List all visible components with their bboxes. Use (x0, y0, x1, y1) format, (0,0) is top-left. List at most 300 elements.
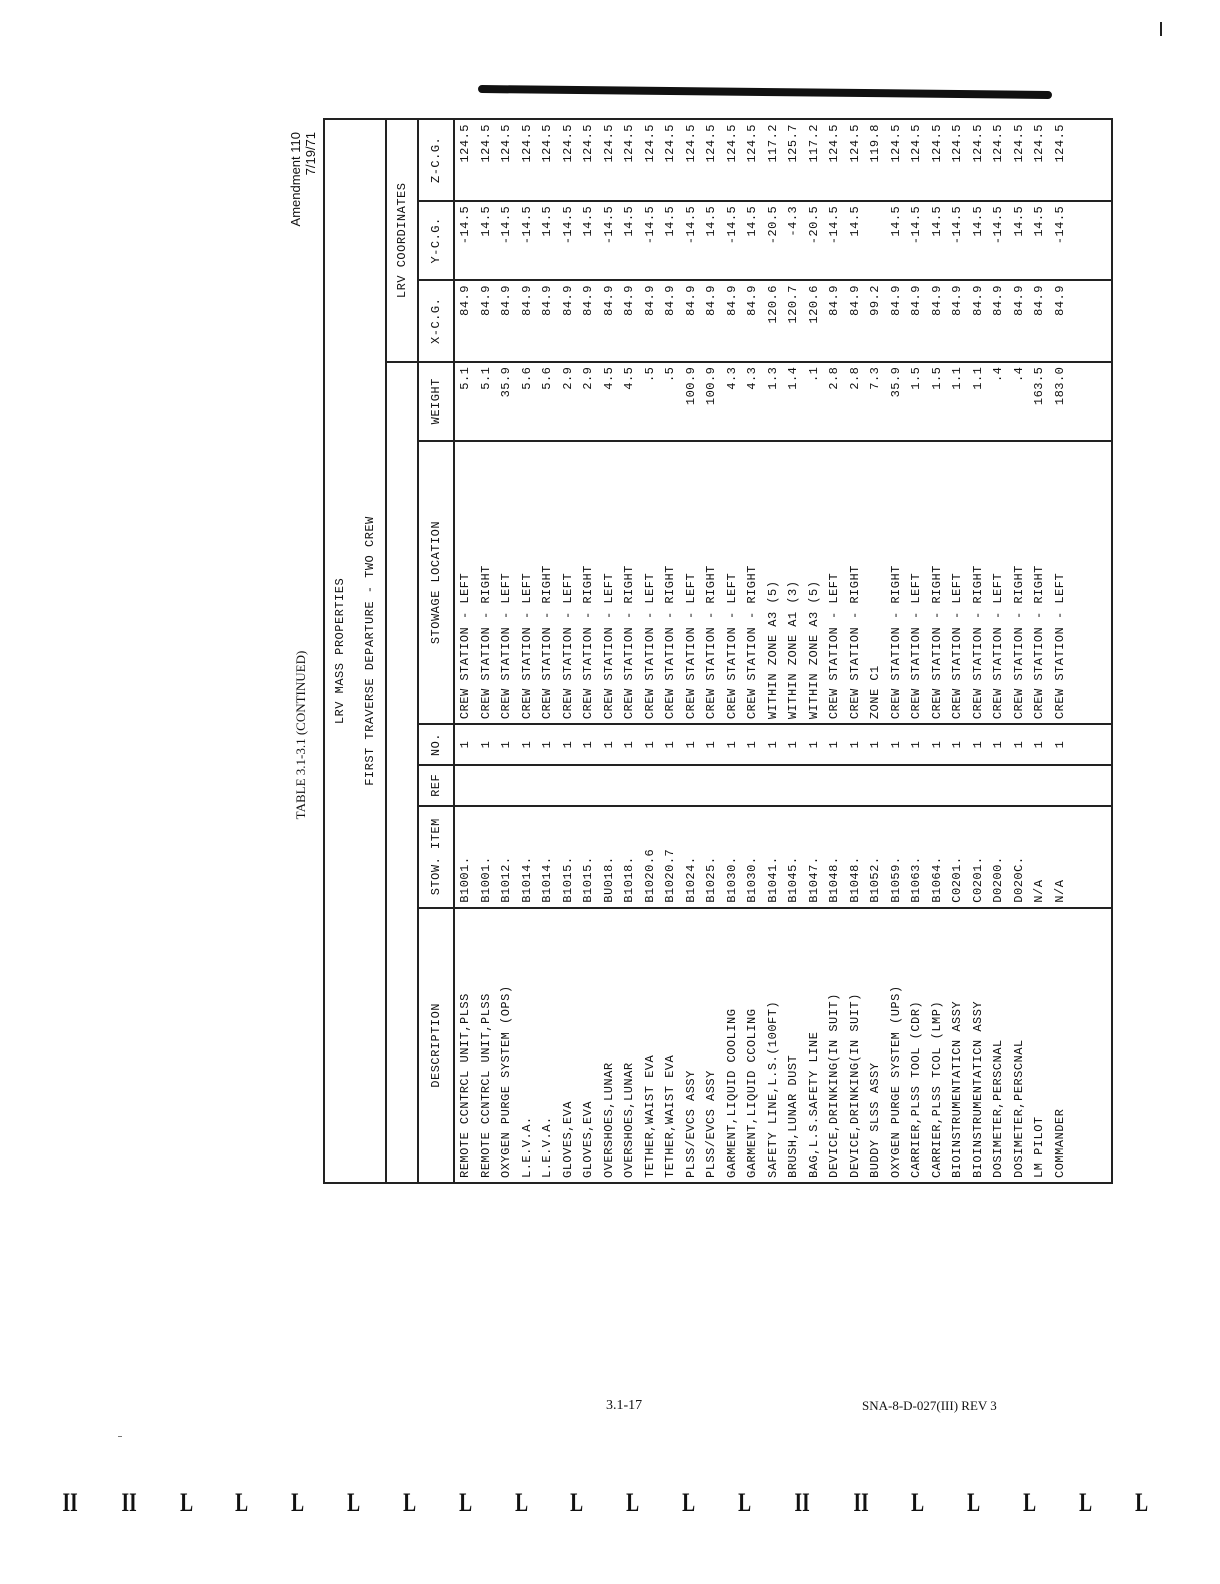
cell-no: 1 (745, 740, 759, 749)
cell-z-cg: 124.5 (704, 124, 718, 163)
cell-stow-item: D020C. (1011, 856, 1026, 903)
cell-description: BRUSH,LUNAR DUST (786, 1054, 800, 1178)
column-header-weight: WEIGHT (418, 362, 454, 441)
cell-stow-item: B1052. (868, 856, 882, 903)
cell-ref (1050, 770, 1071, 801)
document-id: SNA-8-D-027(III) REV 3 (862, 1398, 997, 1413)
cell-stow-item: C0201. (970, 856, 985, 903)
cell-weight: .5 (642, 366, 657, 383)
cell-stowage-location: CREW STATION - LEFT (601, 572, 616, 720)
cell-x-cg: 99.2 (868, 285, 882, 316)
column-weight (454, 362, 1112, 441)
cell-x-cg: 84.9 (991, 285, 1005, 316)
cell-stow-item: B1012. (499, 856, 513, 903)
cell-stow-item: N/A (1032, 879, 1046, 903)
cell-no: 1 (888, 740, 903, 749)
cell-ref (865, 770, 886, 801)
cell-x-cg: 120.6 (806, 285, 821, 324)
cell-description: DOSIMETER,PERSCNAL (991, 1039, 1005, 1178)
cell-ref (619, 770, 640, 801)
cell-stowage-location: CREW STATION - RIGHT (581, 565, 595, 720)
cell-description: CARRIER,PLSS TOOL (CDR) (909, 1000, 923, 1178)
cell-y-cg: -14.5 (519, 205, 534, 245)
cell-z-cg: 124.5 (540, 124, 554, 163)
scan-artifact-dot (118, 1436, 122, 1437)
cell-weight: 183.0 (1052, 366, 1067, 406)
table-title: LRV MASS PROPERTIES (324, 119, 355, 1183)
cell-no: 1 (970, 740, 985, 749)
cell-z-cg: 124.5 (1032, 124, 1046, 163)
cell-stow-item: B1025. (704, 856, 718, 903)
column-stow-item (454, 806, 1112, 908)
cell-stowage-location: CREW STATION - RIGHT (1032, 565, 1046, 720)
cell-x-cg: 84.9 (601, 285, 616, 316)
cell-ref (681, 770, 702, 801)
cell-stowage-location: CREW STATION - LEFT (950, 572, 964, 720)
cell-stow-item: B1014. (519, 856, 534, 903)
column-ref (454, 765, 1112, 806)
cell-y-cg: 14.5 (929, 205, 944, 237)
cell-y-cg: 14.5 (663, 205, 677, 237)
cell-z-cg: 124.5 (970, 124, 985, 163)
cell-ref (517, 770, 538, 801)
cell-stow-item: B1024. (683, 856, 698, 903)
edge-mark: L (682, 1488, 696, 1517)
cell-stowage-location: CREW STATION - LEFT (458, 572, 472, 720)
cell-ref (968, 770, 989, 801)
column-header-row (418, 119, 454, 1183)
cell-ref (906, 770, 927, 801)
cell-z-cg: 124.5 (991, 124, 1005, 163)
cell-x-cg: 120.7 (786, 285, 800, 324)
cell-x-cg: 84.9 (683, 285, 698, 316)
cell-x-cg: 84.9 (642, 285, 657, 316)
cell-x-cg: 84.9 (970, 285, 985, 316)
cell-description: BIOINSTRUMENTATICN ASSY (950, 1000, 964, 1178)
cell-y-cg: 14.5 (581, 205, 595, 237)
cell-ref (742, 770, 763, 801)
cell-y-cg: 14.5 (622, 205, 636, 237)
edge-mark: II (853, 1488, 869, 1517)
cell-y-cg: 14.5 (478, 205, 493, 237)
cell-y-cg: -14.5 (499, 205, 513, 245)
edge-mark: L (967, 1488, 981, 1517)
cell-stowage-location: CREW STATION - RIGHT (478, 565, 493, 720)
column-header-z-cg: Z-C.G. (418, 119, 454, 201)
cell-stow-item: B1030. (724, 856, 739, 903)
cell-x-cg: 84.9 (540, 285, 554, 316)
cell-y-cg: -14.5 (950, 205, 964, 245)
cell-ref (578, 770, 599, 801)
column-y-cg (454, 201, 1112, 280)
cell-description: GARMENT,LIQUID CCOLING (745, 1008, 759, 1178)
edge-marks (60, 1488, 1150, 1518)
cell-x-cg: 84.9 (745, 285, 759, 316)
column-header-no: NO. (418, 724, 454, 765)
edge-mark: L (347, 1488, 361, 1517)
cell-weight: 1.5 (929, 366, 944, 390)
cell-z-cg: 124.5 (929, 124, 944, 163)
group-spacer (386, 362, 418, 1183)
cell-no: 1 (847, 740, 862, 749)
cell-weight: 5.6 (540, 366, 554, 390)
cell-no: 1 (1052, 740, 1067, 749)
cell-stowage-location: CREW STATION - RIGHT (970, 565, 985, 720)
cell-description: OXYGEN PURGE SYSTEM (UPS) (888, 985, 903, 1178)
cell-x-cg: 84.9 (560, 285, 575, 316)
cell-y-cg: 14.5 (1032, 205, 1046, 237)
cell-description: DEVICE,DRINKING(IN SUIT) (847, 993, 862, 1178)
cell-x-cg: 84.9 (929, 285, 944, 316)
cell-stow-item: B1015. (581, 856, 595, 903)
cell-weight: .4 (1011, 366, 1026, 383)
cell-x-cg: 84.9 (519, 285, 534, 316)
cell-description: DEVICE,DRINKING(IN SUIT) (827, 993, 841, 1178)
cell-no: 1 (1032, 740, 1046, 749)
cell-stowage-location: CREW STATION - RIGHT (622, 565, 636, 720)
cell-z-cg: 124.5 (560, 124, 575, 163)
column-description (454, 908, 1112, 1183)
cell-ref (927, 770, 948, 801)
cell-ref (701, 770, 722, 801)
cell-description: L.E.V.A. (519, 1116, 534, 1178)
cell-weight: 4.3 (724, 366, 739, 390)
cell-ref (988, 770, 1009, 801)
cell-description: PLSS/EVCS ASSY (704, 1070, 718, 1178)
column-header-stow-item: STOW. ITEM (418, 806, 454, 908)
cell-weight: 163.5 (1032, 366, 1046, 406)
cell-x-cg: 120.6 (765, 285, 780, 324)
cell-weight: 2.9 (581, 366, 595, 390)
cell-z-cg: 124.5 (1011, 124, 1026, 163)
column-header-description: DESCRIPTION (418, 908, 454, 1183)
cell-weight: 35.9 (499, 366, 513, 398)
cell-weight: .5 (663, 366, 677, 383)
cell-ref (804, 770, 825, 801)
cell-no: 1 (683, 740, 698, 749)
cell-weight: 1.3 (765, 366, 780, 390)
cell-no: 1 (519, 740, 534, 749)
cell-no: 1 (560, 740, 575, 749)
cell-ref (763, 770, 784, 801)
cell-stowage-location: CREW STATION - LEFT (991, 572, 1005, 720)
cell-y-cg: -14.5 (827, 205, 841, 245)
cell-x-cg: 84.9 (724, 285, 739, 316)
cell-weight: 1.5 (909, 366, 923, 390)
cell-stow-item: B1018. (622, 856, 636, 903)
cell-description: L.E.V.A. (540, 1116, 554, 1178)
cell-z-cg: 124.5 (827, 124, 841, 163)
cell-stow-item: D0200. (991, 856, 1005, 903)
cell-no: 1 (909, 740, 923, 749)
cell-stow-item: B1001. (458, 856, 472, 903)
cell-description: OVERSHOES,LUNAR (601, 1062, 616, 1178)
cell-y-cg: -4.3 (786, 205, 800, 237)
cell-weight: 2.9 (560, 366, 575, 390)
cell-weight: 7.3 (868, 366, 882, 390)
cell-ref (1029, 770, 1050, 801)
cell-description: DOSIMETER,PERSCNAL (1011, 1039, 1026, 1178)
cell-y-cg: -14.5 (683, 205, 698, 245)
cell-description: BUDDY SLSS ASSY (868, 1062, 882, 1178)
cell-y-cg: -14.5 (1052, 205, 1067, 245)
cell-ref (640, 770, 661, 801)
cell-stow-item: B1015. (560, 856, 575, 903)
cell-no: 1 (540, 740, 554, 749)
cell-weight: .4 (991, 366, 1005, 383)
cell-y-cg: -14.5 (991, 205, 1005, 245)
cell-no: 1 (1011, 740, 1026, 749)
cell-z-cg: 124.5 (683, 124, 698, 163)
cell-no: 1 (724, 740, 739, 749)
cell-x-cg: 84.9 (1032, 285, 1046, 316)
cell-weight: 4.5 (601, 366, 616, 390)
edge-mark: L (235, 1488, 249, 1517)
column-header-stowage-location: STOWAGE LOCATION (418, 441, 454, 724)
edge-mark: L (1134, 1488, 1148, 1517)
edge-mark: L (179, 1488, 193, 1517)
edge-mark: L (458, 1488, 472, 1517)
cell-weight: 5.1 (458, 366, 472, 390)
cell-stowage-location: CREW STATION - RIGHT (663, 565, 677, 720)
cell-y-cg: -14.5 (909, 205, 923, 245)
cell-ref (660, 770, 681, 801)
cell-weight: 4.5 (622, 366, 636, 390)
cell-z-cg: 124.5 (847, 124, 862, 163)
table-subtitle: FIRST TRAVERSE DEPARTURE - TWO CREW (355, 119, 386, 1183)
cell-y-cg: 14.5 (888, 205, 903, 237)
cell-stowage-location: CREW STATION - RIGHT (888, 565, 903, 720)
cell-ref (537, 770, 558, 801)
cell-stowage-location: CREW STATION - LEFT (519, 572, 534, 720)
cell-y-cg: -20.5 (765, 205, 780, 245)
cell-description: GLOVES,EVA (560, 1100, 575, 1178)
cell-z-cg: 125.7 (786, 124, 800, 163)
cell-x-cg: 84.9 (1052, 285, 1067, 316)
cell-y-cg: -14.5 (560, 205, 575, 245)
cell-stowage-location: CREW STATION - RIGHT (704, 565, 718, 720)
cell-stowage-location: CREW STATION - RIGHT (745, 565, 759, 720)
cell-y-cg: 14.5 (1011, 205, 1026, 237)
cell-no: 1 (478, 740, 493, 749)
cell-stowage-location: CREW STATION - RIGHT (847, 565, 862, 720)
cell-x-cg: 84.9 (847, 285, 862, 316)
column-x-cg (454, 280, 1112, 362)
cell-no: 1 (581, 740, 595, 749)
cell-weight: .1 (806, 366, 821, 383)
cell-stowage-location: CREW STATION - RIGHT (929, 565, 944, 720)
cell-x-cg: 84.9 (950, 285, 964, 316)
cell-stow-item: B1001. (478, 856, 493, 903)
cell-weight: 2.8 (827, 366, 841, 390)
cell-x-cg: 84.9 (827, 285, 841, 316)
cell-ref (455, 770, 476, 801)
cell-ref (783, 770, 804, 801)
table-caption-block (292, 610, 316, 860)
cell-y-cg: 14.5 (847, 205, 862, 237)
cell-description: TETHER,WAIST EVA (663, 1054, 677, 1178)
cell-stow-item: B1063. (909, 856, 923, 903)
cell-z-cg: 124.5 (478, 124, 493, 163)
cell-description: PLSS/EVCS ASSY (683, 1070, 698, 1178)
table-caption: TABLE 3.1-3.1 (CONTINUED) (293, 650, 308, 820)
edge-mark: L (291, 1488, 305, 1517)
cell-description: CARRIER,PLSS TCOL (LMP) (929, 1000, 944, 1178)
cell-description: LM PILOT (1032, 1116, 1046, 1178)
cell-stow-item: B1020.7 (663, 848, 677, 903)
cell-ref (845, 770, 866, 801)
redaction-bar (478, 85, 1052, 99)
cell-stowage-location: CREW STATION - LEFT (642, 572, 657, 720)
cell-x-cg: 84.9 (458, 285, 472, 316)
cell-description: SAFETY LINE,L.S.(100FT) (765, 1000, 780, 1178)
cell-stowage-location: CREW STATION - LEFT (827, 572, 841, 720)
cell-z-cg: 124.5 (581, 124, 595, 163)
cell-description: TETHER,WAIST EVA (642, 1054, 657, 1178)
cell-stow-item: B1041. (765, 856, 780, 903)
cell-ref (476, 770, 497, 801)
scan-artifact-tick (1160, 22, 1162, 36)
cell-stowage-location: CREW STATION - RIGHT (540, 565, 554, 720)
cell-weight: 5.6 (519, 366, 534, 390)
cell-description: BIOINSTRUMENTATICN ASSY (970, 1000, 985, 1178)
cell-no: 1 (642, 740, 657, 749)
cell-x-cg: 84.9 (909, 285, 923, 316)
cell-y-cg: -14.5 (724, 205, 739, 245)
cell-no: 1 (704, 740, 718, 749)
cell-y-cg: -14.5 (601, 205, 616, 245)
column-stowage-location (454, 441, 1112, 724)
cell-no: 1 (950, 740, 964, 749)
cell-no: 1 (827, 740, 841, 749)
cell-z-cg: 124.5 (642, 124, 657, 163)
cell-stow-item: C0201. (950, 856, 964, 903)
cell-x-cg: 84.9 (663, 285, 677, 316)
cell-stow-item: B1020.6 (642, 848, 657, 903)
cell-y-cg: 14.5 (704, 205, 718, 237)
edge-mark: L (514, 1488, 528, 1517)
cell-ref (886, 770, 907, 801)
cell-stowage-location: CREW STATION - LEFT (683, 572, 698, 720)
cell-z-cg: 124.5 (1052, 124, 1067, 163)
cell-z-cg: 124.5 (499, 124, 513, 163)
cell-ref (599, 770, 620, 801)
cell-z-cg: 124.5 (888, 124, 903, 163)
mass-properties-table (323, 118, 1113, 1184)
cell-z-cg: 124.5 (622, 124, 636, 163)
cell-stowage-location: CREW STATION - RIGHT (1011, 565, 1026, 720)
cell-stow-item: B1045. (786, 856, 800, 903)
cell-weight: 4.3 (745, 366, 759, 390)
cell-z-cg: 124.5 (458, 124, 472, 163)
group-header: LRV COORDINATES (386, 119, 418, 362)
cell-z-cg: 124.5 (950, 124, 964, 163)
cell-ref (722, 770, 743, 801)
cell-z-cg: 124.5 (519, 124, 534, 163)
cell-weight: 100.9 (704, 366, 718, 406)
edge-mark: II (121, 1488, 137, 1517)
cell-weight: 2.8 (847, 366, 862, 390)
cell-ref (947, 770, 968, 801)
column-header-x-cg: X-C.G. (418, 280, 454, 362)
cell-y-cg: 14.5 (540, 205, 554, 237)
cell-stow-item: B1014. (540, 856, 554, 903)
cell-stowage-location: CREW STATION - LEFT (909, 572, 923, 720)
cell-stow-item: B1064. (929, 856, 944, 903)
cell-no: 1 (991, 740, 1005, 749)
cell-x-cg: 84.9 (478, 285, 493, 316)
edge-mark: L (570, 1488, 584, 1517)
column-header-y-cg: Y-C.G. (418, 201, 454, 280)
cell-weight: 5.1 (478, 366, 493, 390)
cell-stow-item: B1048. (847, 856, 862, 903)
cell-weight: 1.1 (950, 366, 964, 390)
cell-y-cg: 14.5 (745, 205, 759, 237)
cell-no: 1 (868, 740, 882, 749)
cell-no: 1 (806, 740, 821, 749)
table (323, 118, 1113, 1184)
edge-mark: II (62, 1488, 78, 1517)
cell-stowage-location: CREW STATION - LEFT (499, 572, 513, 720)
cell-stowage-location: WITHIN ZONE A3 (5) (765, 580, 780, 720)
cell-stow-item: B1030. (745, 856, 759, 903)
cell-x-cg: 84.9 (499, 285, 513, 316)
edge-mark: L (738, 1488, 752, 1517)
cell-stow-item: B1059. (888, 856, 903, 903)
cell-stow-item: B1048. (827, 856, 841, 903)
table-body (454, 119, 1112, 1183)
cell-no: 1 (622, 740, 636, 749)
cell-y-cg: -14.5 (458, 205, 472, 245)
cell-stowage-location: CREW STATION - LEFT (724, 572, 739, 720)
cell-no: 1 (786, 740, 800, 749)
column-z-cg (454, 119, 1112, 201)
cell-stow-item: N/A (1052, 879, 1067, 903)
cell-stow-item: BU018. (601, 856, 616, 903)
cell-z-cg: 124.5 (745, 124, 759, 163)
cell-x-cg: 84.9 (704, 285, 718, 316)
edge-mark: L (1078, 1488, 1092, 1517)
cell-z-cg: 124.5 (724, 124, 739, 163)
cell-x-cg: 84.9 (1011, 285, 1026, 316)
edge-mark: L (1023, 1488, 1037, 1517)
cell-no: 1 (663, 740, 677, 749)
edge-mark: L (911, 1488, 925, 1517)
cell-description: REMOTE CCNTRCL UNIT,PLSS (458, 993, 472, 1178)
amendment-date: 7/19/71 (303, 132, 318, 176)
cell-x-cg: 84.9 (622, 285, 636, 316)
amendment-label: Amendment 110 (288, 132, 303, 227)
cell-x-cg: 84.9 (888, 285, 903, 316)
cell-weight: 100.9 (683, 366, 698, 406)
page-number: 3.1-17 (606, 1398, 643, 1413)
cell-stowage-location: CREW STATION - LEFT (560, 572, 575, 720)
column-header-ref: REF (418, 765, 454, 806)
cell-y-cg: -14.5 (642, 205, 657, 245)
cell-no: 1 (458, 740, 472, 749)
cell-no: 1 (499, 740, 513, 749)
cell-stowage-location: WITHIN ZONE A3 (5) (806, 580, 821, 720)
cell-no: 1 (765, 740, 780, 749)
cell-stowage-location: WITHIN ZONE A1 (3) (786, 580, 800, 720)
cell-no: 1 (601, 740, 616, 749)
column-no (454, 724, 1112, 765)
cell-ref (496, 770, 517, 801)
cell-stowage-location: ZONE C1 (868, 665, 882, 720)
cell-z-cg: 124.5 (909, 124, 923, 163)
cell-z-cg: 124.5 (601, 124, 616, 163)
cell-weight: 1.1 (970, 366, 985, 390)
